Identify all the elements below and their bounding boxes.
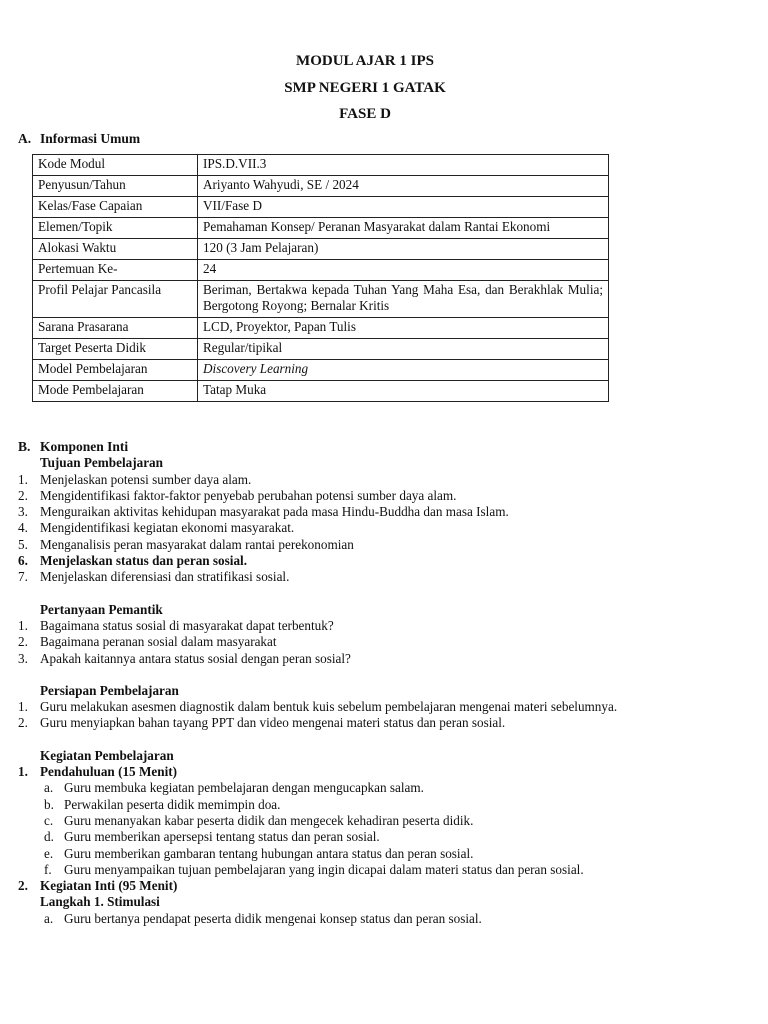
list-number: 4. xyxy=(18,520,28,536)
pemantik-heading: Pertanyaan Pemantik xyxy=(40,601,163,617)
row-value: Regular/tipikal xyxy=(198,339,609,360)
pemantik-list xyxy=(18,618,710,667)
row-value: Tatap Muka xyxy=(198,381,609,402)
row-value: VII/Fase D xyxy=(198,197,609,218)
list-letter: c. xyxy=(44,812,54,828)
list-item xyxy=(18,504,710,520)
row-value: Pemahaman Konsep/ Peranan Masyarakat dalam Rantai Ekonomi xyxy=(198,218,609,239)
row-key: Model Pembelajaran xyxy=(33,360,198,381)
langkah-1-heading: Langkah 1. Stimulasi xyxy=(40,894,160,910)
list-letter: d. xyxy=(44,829,54,845)
row-key: Alokasi Waktu xyxy=(33,239,198,260)
list-number: 1. xyxy=(18,699,28,715)
row-key: Profil Pelajar Pancasila xyxy=(33,281,198,318)
list-number: 1. xyxy=(18,764,28,780)
doc-title: MODUL AJAR 1 IPS xyxy=(296,53,434,69)
list-text: Apakah kaitannya antara status sosial dengan peran sosial? xyxy=(40,650,351,666)
section-b-title: Komponen Inti xyxy=(40,439,129,454)
list-item xyxy=(18,911,710,927)
list-text: Guru menyiapkan bahan tayang PPT dan video mengenai materi status dan peran sosial. xyxy=(40,715,506,731)
list-item xyxy=(18,488,710,504)
inti-list xyxy=(18,878,710,894)
pendahuluan-list xyxy=(18,780,710,878)
list-number: 5. xyxy=(18,536,28,552)
table-row xyxy=(33,239,609,260)
list-text: Guru bertanya pendapat peserta didik mengenai konsep status dan peran sosial. xyxy=(64,910,482,926)
kegiatan-heading: Kegiatan Pembelajaran xyxy=(40,747,174,763)
list-item xyxy=(18,537,710,553)
section-b-heading xyxy=(18,439,710,455)
section-a-title: Informasi Umum xyxy=(40,131,141,146)
persiapan-heading: Persiapan Pembelajaran xyxy=(40,682,179,698)
persiapan-list xyxy=(18,699,710,732)
list-item xyxy=(18,699,710,715)
list-text: Menguraikan aktivitas kehidupan masyarakat pada masa Hindu-Buddha dan masa Islam. xyxy=(40,504,509,520)
list-item xyxy=(18,715,710,731)
row-value: IPS.D.VII.3 xyxy=(198,155,609,176)
list-item xyxy=(18,520,710,536)
langkah-1-list xyxy=(18,911,710,927)
list-text: Bagaimana status sosial di masyarakat dapat terbentuk? xyxy=(40,617,334,633)
list-text: Menganalisis peran masyarakat dalam rantai perekonomian xyxy=(40,536,354,552)
list-text: Mengidentifikasi kegiatan ekonomi masyarakat. xyxy=(40,520,295,536)
kegiatan-list xyxy=(18,764,710,780)
list-number: 3. xyxy=(18,650,28,666)
list-letter: f. xyxy=(44,861,52,877)
list-letter: b. xyxy=(44,796,54,812)
list-number: 1. xyxy=(18,471,28,487)
list-number: 1. xyxy=(18,617,28,633)
school-name: SMP NEGERI 1 GATAK xyxy=(284,80,446,96)
table-row xyxy=(33,281,609,318)
list-text: Guru memberikan gambaran tentang hubungan antara status dan peran sosial. xyxy=(64,845,474,861)
table-row xyxy=(33,218,609,239)
row-key: Kelas/Fase Capaian xyxy=(33,197,198,218)
list-item xyxy=(18,797,710,813)
list-letter: a. xyxy=(44,780,54,796)
list-item xyxy=(18,634,710,650)
list-number: 2. xyxy=(18,715,28,731)
row-key: Penyusun/Tahun xyxy=(33,176,198,197)
list-text: Menjelaskan status dan peran sosial. xyxy=(40,553,248,569)
row-value: Ariyanto Wahyudi, SE / 2024 xyxy=(198,176,609,197)
section-a-letter: A. xyxy=(18,131,32,146)
table-row xyxy=(33,318,609,339)
list-item xyxy=(18,813,710,829)
list-number: 3. xyxy=(18,504,28,520)
table-row xyxy=(33,176,609,197)
row-value: LCD, Proyektor, Papan Tulis xyxy=(198,318,609,339)
row-key: Elemen/Topik xyxy=(33,218,198,239)
list-number: 2. xyxy=(18,634,28,650)
list-text: Mengidentifikasi faktor-faktor penyebab perubahan potensi sumber daya alam. xyxy=(40,487,457,503)
row-value: Beriman, Bertakwa kepada Tuhan Yang Maha Esa, dan Berakhlak Mulia; Bergotong Royong; Bernalar Kritis xyxy=(198,281,609,318)
list-item xyxy=(18,878,710,894)
list-text: Bagaimana peranan sosial dalam masyarakat xyxy=(40,634,277,650)
list-number: 7. xyxy=(18,569,28,585)
list-text: Guru memberikan apersepsi tentang status dan peran sosial. xyxy=(64,829,380,845)
section-a-heading xyxy=(18,131,140,147)
phase-label: FASE D xyxy=(339,106,391,122)
row-key: Mode Pembelajaran xyxy=(33,381,198,402)
list-text: Guru menyampaikan tujuan pembelajaran yang ingin dicapai dalam materi status dan peran sosial. xyxy=(64,861,584,877)
section-b xyxy=(18,439,710,927)
list-text: Guru melakukan asesmen diagnostik dalam bentuk kuis sebelum pembelajaran mengenai materi sebelumnya. xyxy=(40,699,618,715)
row-key: Kode Modul xyxy=(33,155,198,176)
list-item xyxy=(18,764,710,780)
row-value: Discovery Learning xyxy=(198,360,609,381)
list-number: 6. xyxy=(18,553,28,569)
row-key: Pertemuan Ke- xyxy=(33,260,198,281)
list-item xyxy=(18,862,710,878)
section-b-letter: B. xyxy=(18,439,31,454)
list-text: Menjelaskan diferensiasi dan stratifikasi sosial. xyxy=(40,569,290,585)
table-row xyxy=(33,260,609,281)
list-letter: e. xyxy=(44,845,54,861)
table-row xyxy=(33,339,609,360)
row-value: 120 (3 Jam Pelajaran) xyxy=(198,239,609,260)
info-table xyxy=(32,154,609,402)
list-number: 2. xyxy=(18,878,28,894)
list-item xyxy=(18,553,710,569)
list-item xyxy=(18,569,710,585)
table-row xyxy=(33,360,609,381)
table-row xyxy=(33,381,609,402)
inti-title: Kegiatan Inti (95 Menit) xyxy=(40,878,178,894)
list-number: 2. xyxy=(18,487,28,503)
list-text: Guru menanyakan kabar peserta didik dan mengecek kehadiran peserta didik. xyxy=(64,812,474,828)
list-text: Guru membuka kegiatan pembelajaran dengan mengucapkan salam. xyxy=(64,780,424,796)
table-row xyxy=(33,155,609,176)
list-text: Menjelaskan potensi sumber daya alam. xyxy=(40,471,252,487)
list-item xyxy=(18,651,710,667)
list-letter: a. xyxy=(44,910,54,926)
row-key: Sarana Prasarana xyxy=(33,318,198,339)
list-item xyxy=(18,780,710,796)
table-row xyxy=(33,197,609,218)
list-text: Perwakilan peserta didik memimpin doa. xyxy=(64,796,281,812)
list-item xyxy=(18,829,710,845)
list-item xyxy=(18,618,710,634)
tujuan-heading: Tujuan Pembelajaran xyxy=(40,455,163,471)
pendahuluan-title: Pendahuluan (15 Menit) xyxy=(40,764,178,780)
row-value: 24 xyxy=(198,260,609,281)
list-item xyxy=(18,846,710,862)
list-item xyxy=(18,472,710,488)
row-key: Target Peserta Didik xyxy=(33,339,198,360)
tujuan-list xyxy=(18,472,710,586)
